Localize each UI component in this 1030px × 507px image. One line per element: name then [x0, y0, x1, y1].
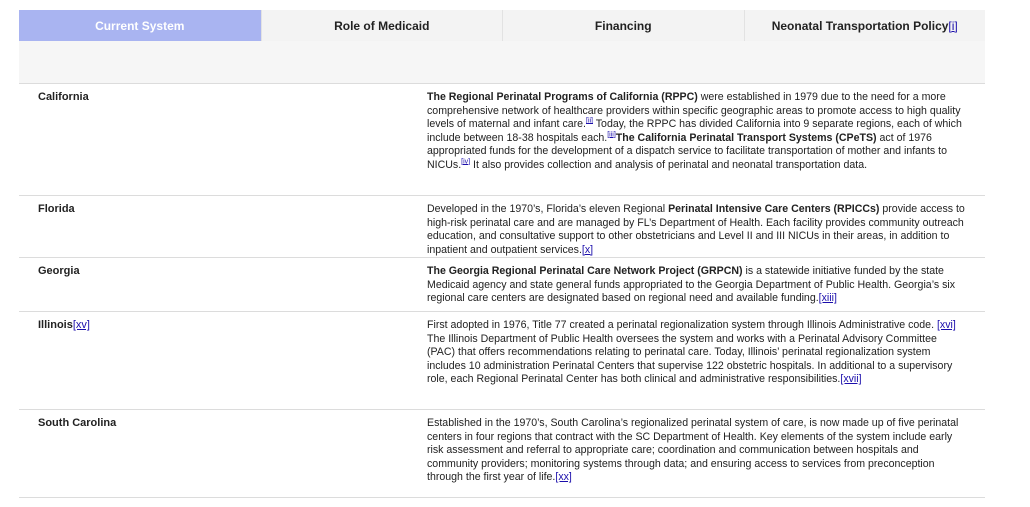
tab-role-of-medicaid[interactable]: [261, 10, 503, 41]
description-text: The Illinois Department of Public Health oversees the system and works with a Perinatal Advisory Committee (PAC) that offers recommendations relating to perinatal care. Today, Illinois’ perinatal regionalization system includes 10 administration Perinatal Centers that supervise 122 obstetric hospitals. In additional to a supervisory role, each Regional Perinatal Center has both clinical and administrative responsibilities.: [427, 332, 953, 385]
program-name: The Georgia Regional Perinatal Care Network Project (GRPCN): [427, 265, 743, 277]
footnote-link[interactable]: [xiii]: [818, 292, 837, 304]
footnote-link[interactable]: [i]: [948, 18, 958, 33]
state-name-cell: [19, 410, 427, 497]
description-text: were established in 1979 due to the need for a more comprehensive network of healthcare providers within specific geographic areas to promote access to high quality levels of maternal and infant care.: [427, 91, 961, 130]
program-name: Perinatal Intensive Care Centers (RPICCs): [668, 203, 880, 215]
table-row: [19, 258, 985, 312]
description-text: Developed in the 1970’s, Florida’s eleven Regional: [427, 203, 669, 215]
table-row: [19, 410, 985, 498]
state-name: Florida: [38, 203, 75, 215]
tab-label: Current System: [95, 18, 185, 33]
tab-label: Neonatal Transportation Policy: [771, 18, 949, 33]
table-header-spacer: [19, 41, 985, 84]
state-name: California: [38, 91, 89, 103]
state-name-cell: [19, 196, 427, 257]
state-name-cell: [19, 258, 427, 311]
program-name: The Regional Perinatal Programs of California (RPPC): [427, 91, 698, 103]
description-cell: [427, 410, 985, 497]
state-name: South Carolina: [38, 417, 117, 429]
footnote-link[interactable]: [xx]: [555, 471, 572, 483]
program-name: The California Perinatal Transport Systems (CPeTS): [615, 131, 877, 144]
tab-neonatal-transportation-policy[interactable]: [744, 10, 986, 41]
footnote-link[interactable]: [iv]: [461, 157, 471, 165]
footnote-link[interactable]: [iii]: [607, 130, 616, 138]
state-name: Illinois: [38, 319, 73, 331]
footnote-link[interactable]: [ii]: [586, 117, 593, 125]
description-text: Today, the RPPC has divided California into 9 separate regions, each of which include between 18-38 hospitals each.: [427, 118, 962, 144]
table-row: [19, 312, 985, 410]
tab-label: Financing: [594, 18, 652, 33]
table-row: [19, 84, 985, 196]
description-text: provide access to high-risk perinatal care and are managed by FL’s Department of Health. Each facility provides community outreach education, and consultative support to other obstetricians and Level II and III NICUs in their areas, in addition to inpatient and outpatient services.: [427, 203, 965, 256]
description-text: Established in the 1970’s, South Carolina’s regionalized perinatal system of care, is now made up of five perinatal centers in four regions that contract with the SC Department of Health. Key elements of the system include early risk assessment and referral to appropriate care; coordination and communication between hospitals and community providers; monitoring systems through data; and ensuring access to services from preconception through the first year of life.: [427, 417, 959, 483]
footnote-link[interactable]: [xvi]: [936, 319, 956, 331]
state-name-cell: [19, 312, 427, 409]
tab-bar: [19, 10, 985, 41]
description-cell: [427, 84, 985, 195]
page-content: [19, 10, 985, 498]
footnote-link[interactable]: [xv]: [72, 319, 90, 331]
description-cell: [427, 196, 985, 257]
footnote-link[interactable]: [x]: [581, 243, 594, 256]
footnote-link[interactable]: [xvii]: [840, 373, 862, 385]
description-text: act of 1976 appropriated funds for the development of a dispatch service to facilitate transportation of mother and infants to NICUs.: [427, 131, 947, 171]
description-text: It also provides collection and analysis of perinatal and neonatal transportation data.: [470, 158, 868, 171]
table-row: [19, 196, 985, 258]
state-name: Georgia: [38, 265, 80, 277]
state-name-cell: [19, 84, 427, 195]
description-cell: [427, 258, 985, 311]
tab-current-system[interactable]: [19, 10, 261, 41]
tab-financing[interactable]: [502, 10, 744, 41]
description-cell: [427, 312, 985, 409]
description-text: First adopted in 1976, Title 77 created a perinatal regionalization system through Illinois Administrative code.: [427, 319, 937, 331]
tab-label: Role of Medicaid: [334, 18, 430, 33]
description-text: is a statewide initiative funded by the state Medicaid agency and state general funds appropriated to the Georgia Department of Public Health. Georgia’s six regional care centers are designated based on regional need and available funding.: [427, 265, 956, 304]
